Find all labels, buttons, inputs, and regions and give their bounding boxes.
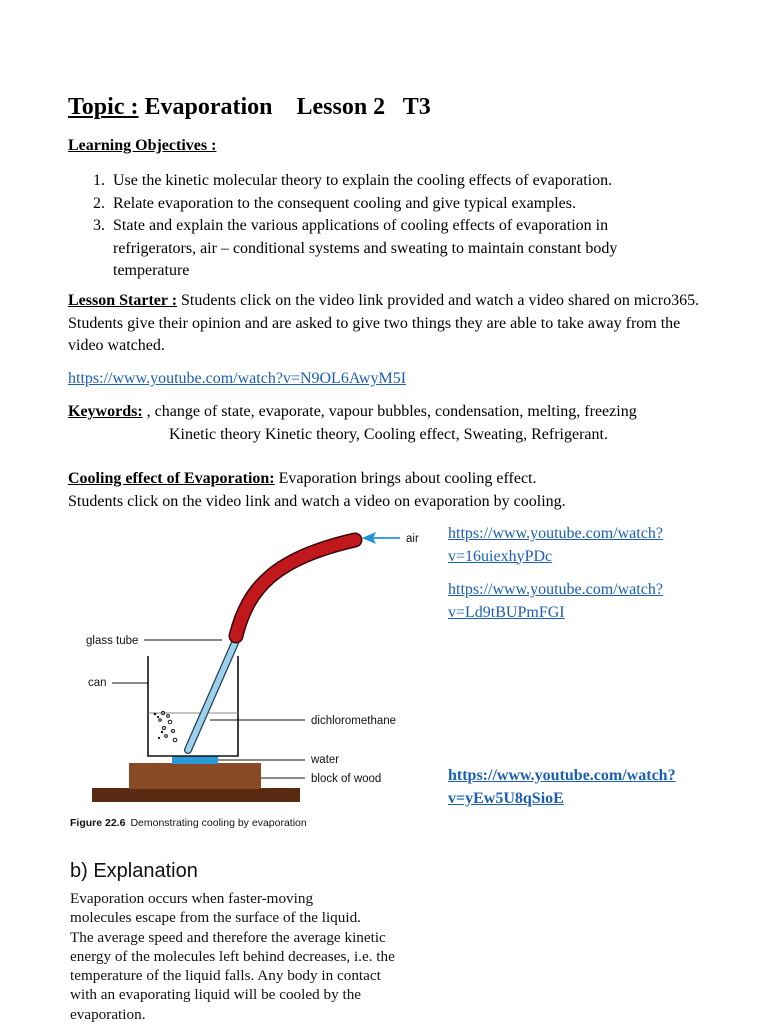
wood-block — [129, 763, 261, 789]
cooling-effect-line-2: Students click on the video link and watch a video on evaporation by cooling. — [68, 492, 566, 510]
cooling-effect-line-1: Evaporation brings about cooling effect. — [274, 470, 537, 487]
link-line-1: https://www.youtube.com/watch? — [448, 525, 663, 542]
lesson-starter — [68, 290, 718, 358]
objectives-list — [68, 170, 688, 283]
evaporation-figure — [60, 518, 430, 836]
link-line-2: v=Ld9tBUPmFGI — [448, 603, 565, 621]
explanation-line: Evaporation occurs when faster-moving — [70, 890, 314, 907]
link-line-1: https://www.youtube.com/watch? — [448, 581, 663, 598]
label-block-of-wood: block of wood — [311, 773, 382, 785]
rubber-tube — [236, 540, 355, 636]
video-link-row — [68, 368, 718, 391]
keywords-line-2: Kinetic theory Kinetic theory, Cooling effect, Sweating, Refrigerant. — [169, 425, 608, 443]
label-glass-tube: glass tube — [86, 635, 139, 647]
side-link-1-row — [448, 523, 728, 568]
list-item — [68, 170, 688, 193]
explanation-line: molecules escape from the surface of the liquid. — [70, 909, 361, 927]
label-dichloromethane: dichloromethane — [311, 715, 397, 727]
caption-text: Demonstrating cooling by evaporation — [130, 817, 307, 829]
side-link-3-row — [448, 765, 728, 810]
list-number: 2. — [93, 194, 105, 212]
caption-number: Figure 22.6 — [70, 817, 126, 829]
explanation-line: temperature of the liquid falls. Any body in contact — [70, 967, 381, 985]
cooling-effect-label: Cooling effect of Evaporation: — [68, 470, 275, 487]
label-water: water — [311, 754, 340, 766]
explanation-line: with an evaporating liquid will be cooled by the — [70, 986, 362, 1004]
list-text: State and explain the various applications of cooling effects of evaporation in refrigerators, air – conditional systems and sweating to maintain constant body temperature — [113, 217, 618, 279]
explanation-line: energy of the molecules left behind decreases, i.e. the — [70, 947, 395, 965]
video-link[interactable] — [448, 767, 676, 807]
list-text: Use the kinetic molecular theory to explain the cooling effects of evaporation. — [113, 172, 613, 189]
glass-tube — [188, 636, 238, 750]
page-title — [68, 94, 431, 121]
side-link-2-row — [448, 579, 728, 624]
water-layer — [172, 756, 218, 764]
explanation-text — [70, 889, 450, 1024]
video-link[interactable] — [448, 581, 663, 621]
cooling-effect — [68, 468, 718, 513]
link-line-1: https://www.youtube.com/watch? — [448, 767, 676, 784]
list-text: Relate evaporation to the consequent cooling and give typical examples. — [113, 194, 576, 212]
title-rest: Evaporation Lesson 2 T3 — [138, 94, 431, 120]
list-number: 1. — [93, 172, 105, 189]
explanation-heading: b) Explanation — [70, 860, 198, 882]
figure-caption — [70, 817, 307, 829]
label-can: can — [88, 677, 107, 689]
video-link[interactable] — [448, 525, 663, 565]
list-item — [68, 193, 688, 216]
learning-objectives-heading: Learning Objectives : — [68, 137, 217, 154]
topic-label: Topic : — [68, 94, 139, 120]
lesson-starter-text: Students click on the video link provided and watch a video shared on micro365. Students give their opinion and are asked to give two things they are able to take away from the video watched. — [68, 292, 700, 354]
list-number: 3. — [93, 217, 105, 234]
keywords-line-1: , change of state, evaporate, vapour bubbles, condensation, melting, freezing — [142, 403, 637, 420]
lesson-starter-label: Lesson Starter : — [68, 292, 178, 309]
base-plank — [92, 788, 300, 802]
bubbles — [159, 711, 177, 741]
explanation-section — [68, 860, 450, 1024]
keywords — [68, 401, 748, 446]
link-line-2: v=yEw5U8qSioE — [448, 789, 564, 807]
list-item — [68, 215, 688, 283]
video-link[interactable]: https://www.youtube.com/watch?v=N9OL6AwyM5I — [68, 370, 407, 387]
label-air: air — [406, 533, 419, 545]
explanation-line: The average speed and therefore the average kinetic — [70, 928, 386, 946]
link-line-2: v=16uiexhyPDc — [448, 547, 553, 565]
bubble-dots — [154, 713, 164, 739]
explanation-line: evaporation. — [70, 1005, 146, 1023]
keywords-label: Keywords: — [68, 403, 143, 420]
